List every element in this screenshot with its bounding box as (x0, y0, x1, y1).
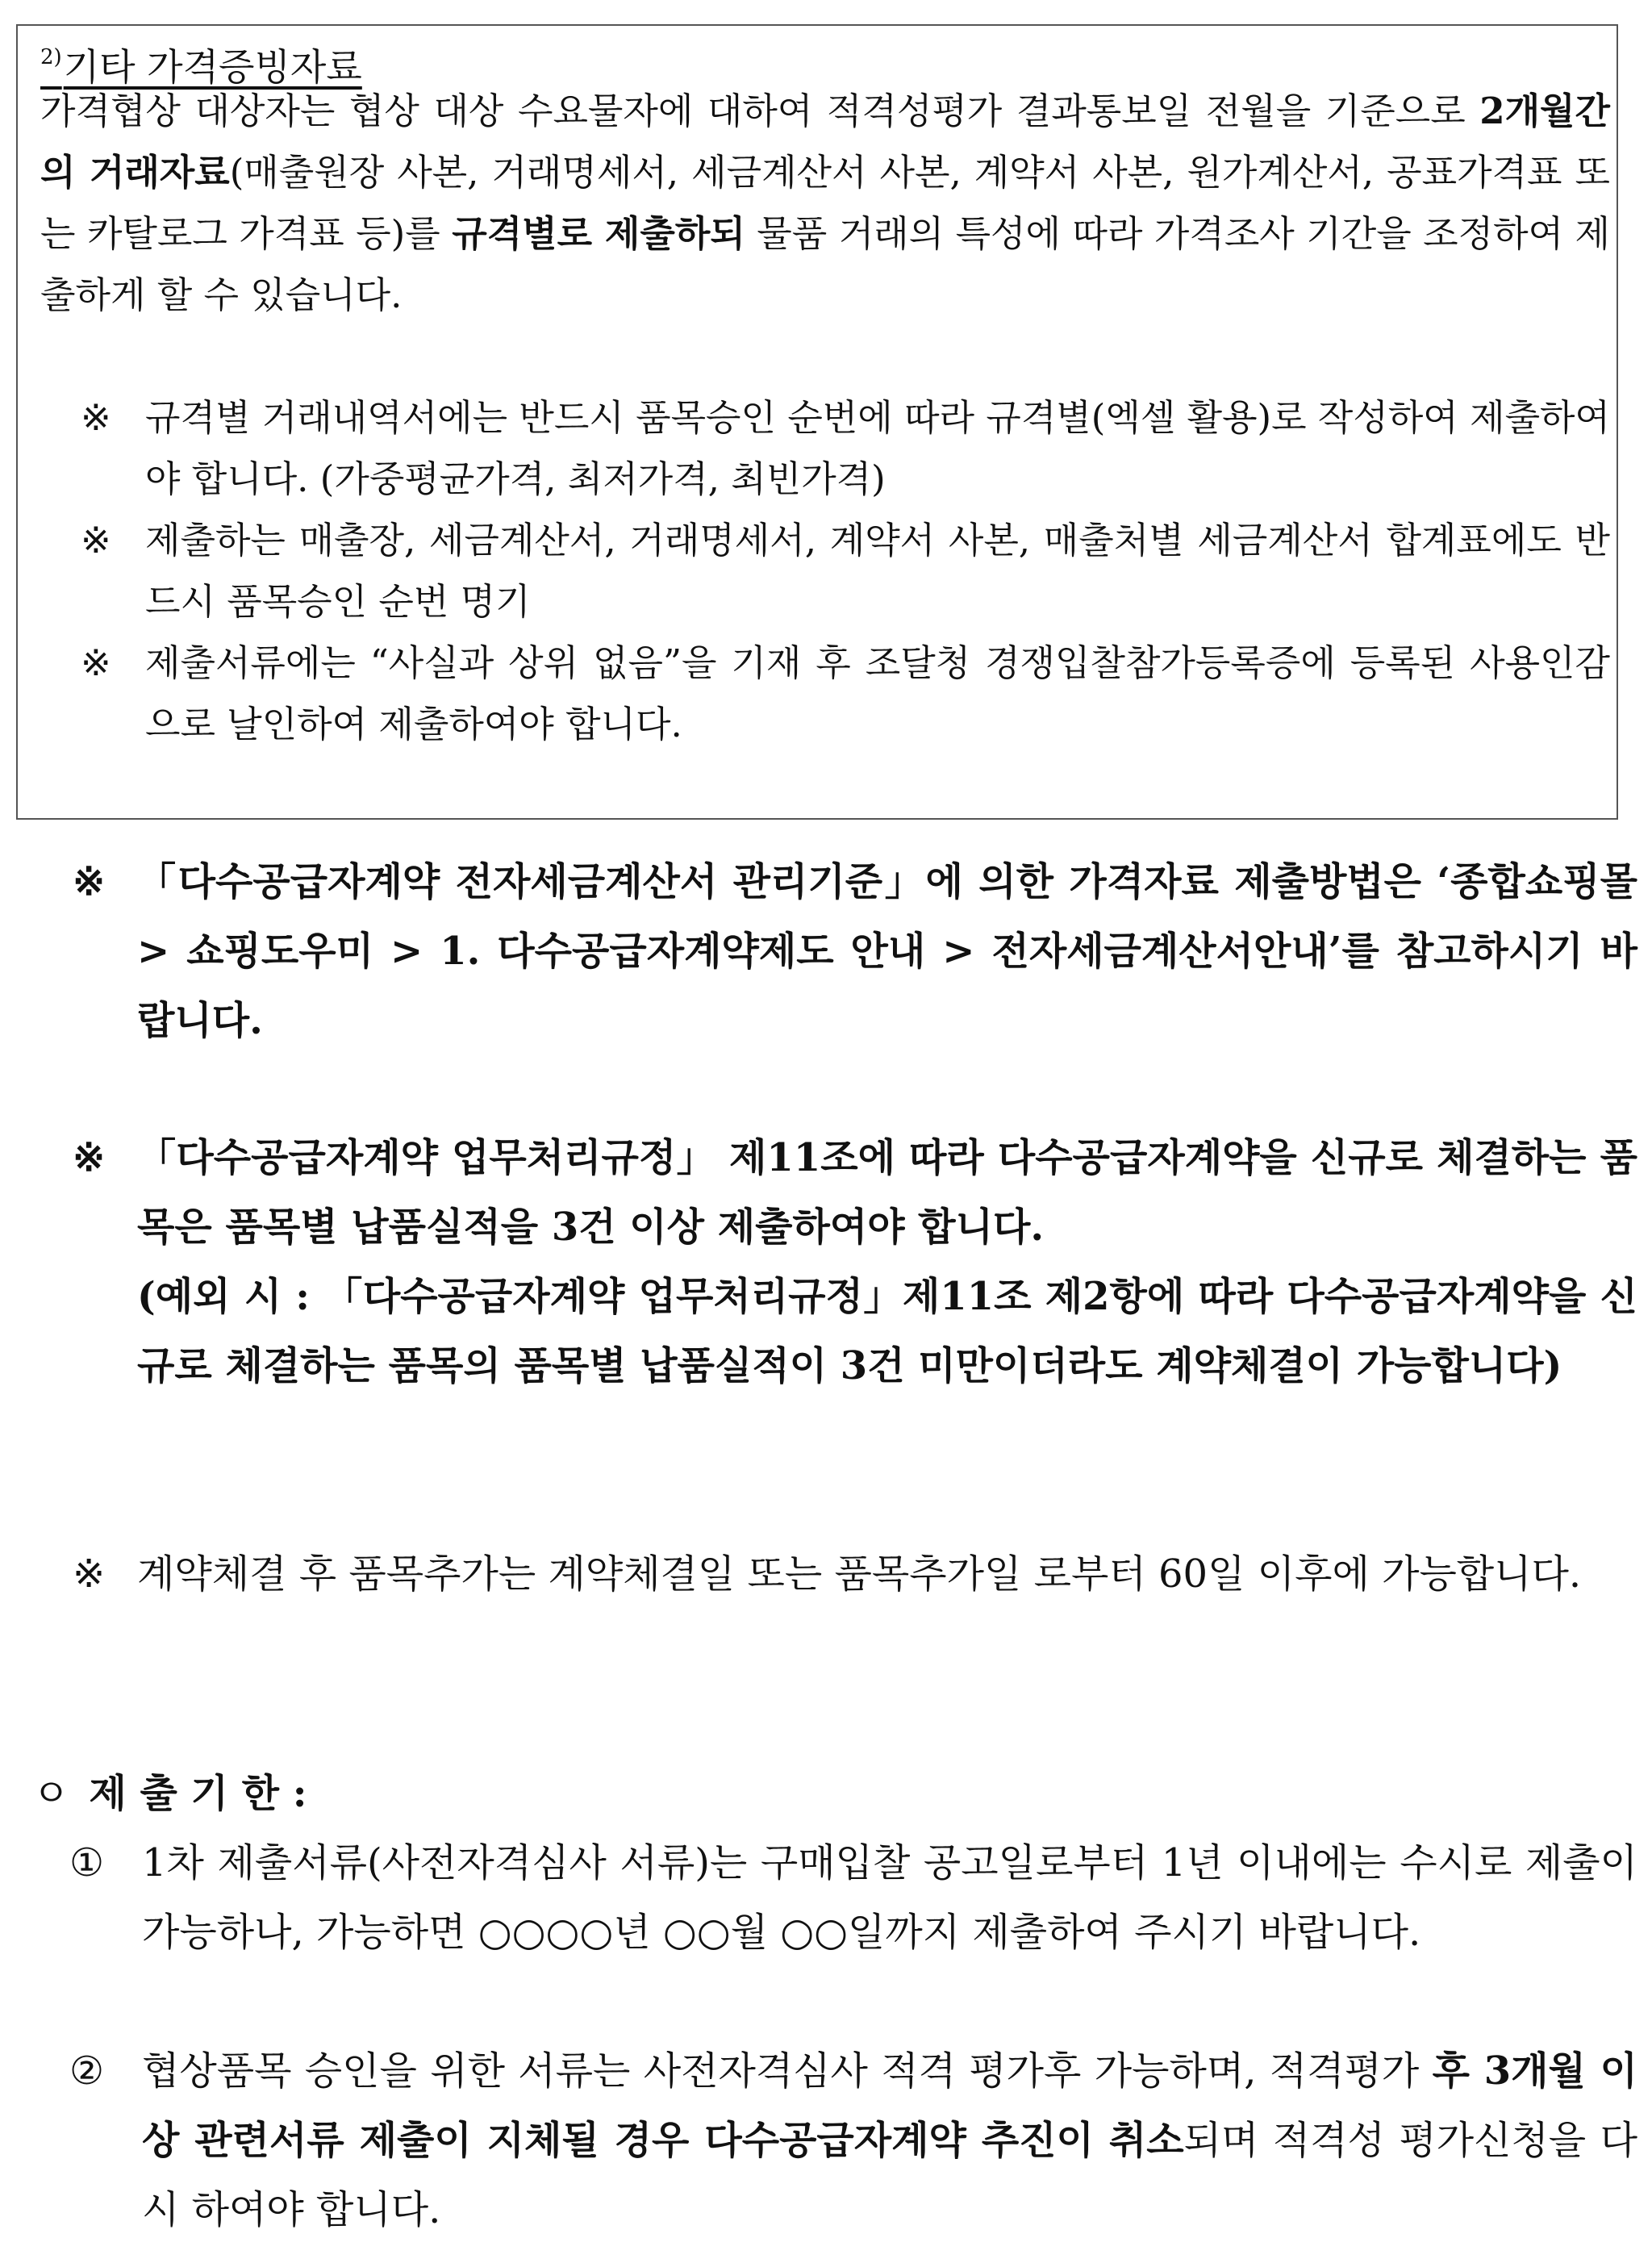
bullet-circle: ㅇ (32, 1771, 70, 1816)
e-tax-invoice-note-text: 「다수공급자계약 전자세금계산서 관리기준」에 의한 가격자료 제출방법은 ‘종합쇼핑몰 > 쇼핑도우미 > 1. 다수공급자계약제도 안내 > 전자세금계산서안내’를 참고하시기 바랍니다. (137, 859, 1637, 1043)
delivery-record-note-text: 「다수공급자계약 업무처리규정」 제11조에 따라 다수공급자계약을 신규로 체결하는 품목은 품목별 납품실적을 3건 이상 제출하여야 합니다. (137, 1135, 1637, 1250)
box-paragraph-part-2: (매출원장 사본, 거래명세서, 세금계산서 사본, 계약서 사본, 원가계산서, 공표가격표 또는 카탈로그 가격표 등)를 (40, 151, 1610, 255)
box-note-text: 규격별 거래내역서에는 반드시 품목승인 순번에 따라 규격별(엑셀 활용)로 작성하여 제출하여야 합니다. (가중평균가격, 최저가격, 최빈가격) (145, 396, 1610, 500)
reference-mark: ※ (81, 519, 111, 562)
deadline-label: 제 출 기 한 : (89, 1771, 307, 1816)
reference-mark: ※ (81, 396, 111, 439)
reference-mark: ※ (73, 1135, 106, 1180)
e-tax-invoice-note (73, 847, 1637, 1055)
box-paragraph-bold-1: 2개월간의 거래자료 (40, 90, 1610, 194)
box-title-text: 기타 가격증빙자료 (63, 45, 362, 89)
box-paragraph-part-1: 가격협상 대상자는 협상 대상 수요물자에 대하여 적격성평가 결과통보일 전월을 기준으로 (40, 90, 1480, 132)
box-note (81, 387, 1610, 510)
box-note-text: 제출하는 매출장, 세금계산서, 거래명세서, 계약서 사본, 매출처별 세금계산서 합계표에도 반드시 품목승인 순번 명기 (145, 519, 1610, 623)
box-note (81, 633, 1610, 755)
deadline-item-part-2: 되며 적격성 평가신청을 다시 하여야 합니다. (142, 2118, 1637, 2232)
reference-mark: ※ (81, 641, 111, 684)
item-addition-note-text: 계약체결 후 품목추가는 계약체결일 또는 품목추가일 로부터 60일 이후에 가능합니다. (137, 1551, 1582, 1597)
delivery-record-note (73, 1123, 1637, 1401)
circled-number: ① (69, 1840, 105, 1885)
box-paragraph (40, 81, 1610, 326)
box-paragraph-part-3: 물품 거래의 특성에 따라 가격조사 기간을 조정하여 제출하게 할 수 있습니다. (40, 212, 1610, 316)
deadline-item-text: 1차 제출서류(사전자격심사 서류)는 구매입찰 공고일로부터 1년 이내에는 수시로 제출이 가능하나, 가능하면 ○○○○년 ○○월 ○○일까지 제출하여 주시기 바랍니다. (142, 1840, 1637, 1955)
deadline-item-text (142, 2036, 1637, 2244)
circled-number: ② (69, 2048, 105, 2094)
footnote-marker: 2) (40, 45, 62, 69)
item-addition-note (73, 1539, 1637, 1609)
box-paragraph-bold-2: 규격별로 제출하되 (452, 212, 745, 255)
deadline-item (69, 2036, 1637, 2244)
reference-mark: ※ (73, 1551, 106, 1597)
reference-mark: ※ (73, 859, 106, 904)
exception-note: (예외 시 : 「다수공급자계약 업무처리규정」제11조 제2항에 따라 다수공급자계약을 신규로 체결하는 품목의 품목별 납품실적이 3건 미만이더라도 계약체결이 가능합니다) (137, 1274, 1637, 1388)
deadline-item-bold: 후 3개월 이상 관련서류 제출이 지체될 경우 다수공급자계약 추진이 취소 (142, 2048, 1637, 2163)
deadline-item (69, 1828, 1637, 1967)
box-note-text: 제출서류에는 “사실과 상위 없음”을 기재 후 조달청 경쟁입찰참가등록증에 등록된 사용인감으로 날인하여 제출하여야 합니다. (145, 641, 1610, 745)
box-note (81, 510, 1610, 633)
deadline-heading (32, 1759, 307, 1828)
deadline-item-part-1: 협상품목 승인을 위한 서류는 사전자격심사 적격 평가후 가능하며, 적격평가 (142, 2048, 1433, 2094)
